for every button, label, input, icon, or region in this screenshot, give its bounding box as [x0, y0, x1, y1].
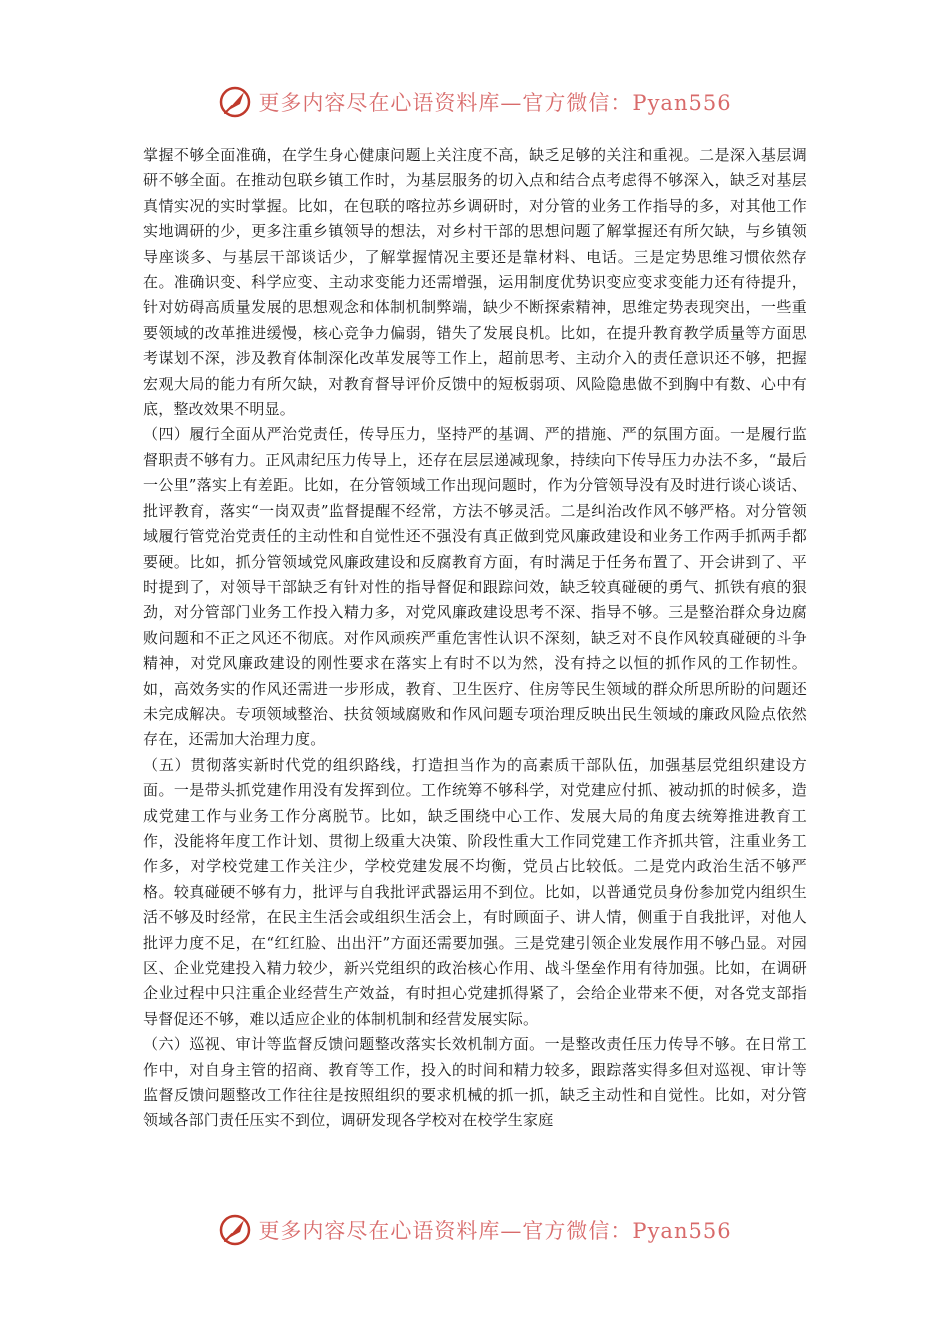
footer-banner [0, 1208, 950, 1252]
paragraph-2: （四）履行全面从严治党责任，传导压力，坚持严的基调、严的措施、严的氛围方面。一是履行监督职责不够有力。正风肃纪压力传导上，还存在层层递减现象，持续向下传导压力办法不多，“最后一公里”落实上有差距。比如，在分管领域工作出现问题时，作为分管领导没有及时进行谈心谈话、批评教育，落实“一岗双责”监督提醒不经常，方法不够灵活。二是纠治改作风不够严格。对分管领域履行管党治党责任的主动性和自觉性还不强没有真正做到党风廉政建设和业务工作两手抓两手都要硬。比如，抓分管领域党风廉政建设和反腐教育方面，有时满足于任务布置了、开会讲到了、平时提到了，对领导干部缺乏有针对性的指导督促和跟踪问效，缺乏较真碰硬的勇气、抓铁有痕的狠劲，对分管部门业务工作投入精力多，对党风廉政建设思考不深、指导不够。三是整治群众身边腐败问题和不正之风还不彻底。对作风顽疾严重危害性认识不深刻，缺乏对不良作风较真碰硬的斗争精神，对党风廉政建设的刚性要求在落实上有时不以为然，没有持之以恒的抓作风的工作韧性。如，高效务实的作风还需进一步形成，教育、卫生医疗、住房等民生领域的群众所思所盼的问题还未完成解决。专项领域整治、扶贫领域腐败和作风问题专项治理反映出民生领域的廉政风险点依然存在，还需加大治理力度。 [143, 425, 807, 749]
header-banner-text: 更多内容尽在心语资料库—官方微信：Pyan556 [258, 91, 732, 115]
header-banner [0, 80, 950, 124]
document-body [143, 143, 807, 1193]
paragraph-1: 掌握不够全面准确，在学生身心健康问题上关注度不高，缺乏足够的关注和重视。二是深入基层调研不够全面。在推动包联乡镇工作时，为基层服务的切入点和结合点考虑得不够深入，缺乏对基层真情实况的实时掌握。比如，在包联的喀拉苏乡调研时，对分管的业务工作指导的多，对其他工作实地调研的少，更多注重乡镇领导的想法，对乡村干部的思想问题了解掌握还有所欠缺，与乡镇领导座谈多、与基层干部谈话少，了解掌握情况主要还是靠材料、电话。三是定势思维习惯依然存在。准确识变、科学应变、主动求变能力还需增强，运用制度优势识变应变求变能力还有待提升，针对妨碍高质量发展的思想观念和体制机制弊端，缺少不断探索精神，思维定势表现突出，一些重要领域的改革推进缓慢，核心竞争力偏弱，错失了发展良机。比如，在提升教育教学质量等方面思考谋划不深，涉及教育体制深化改革发展等工作上，超前思考、主动介入的责任意识还不够，把握宏观大局的能力有所欠缺，对教育督导评价反馈中的短板弱项、风险隐患做不到胸中有数、心中有底，整改效果不明显。 [143, 146, 807, 419]
paragraph-4: （六）巡视、审计等监督反馈问题整改落实长效机制方面。一是整改责任压力传导不够。在日常工作中，对自身主管的招商、教育等工作，投入的时间和精力较多，跟踪落实得多但对巡视、审计等监督反馈问题整改工作往往是按照组织的要求机械的抓一抓，缺乏主动性和自觉性。比如，对分管领域各部门责任压实不到位，调研发现各学校对在校学生家庭 [143, 1035, 807, 1130]
footer-banner-text: 更多内容尽在心语资料库—官方微信：Pyan556 [258, 1219, 732, 1243]
quill-logo-icon [218, 1213, 252, 1247]
quill-logo-icon [218, 85, 252, 119]
paragraph-3: （五）贯彻落实新时代党的组织路线，打造担当作为的高素质干部队伍，加强基层党组织建设方面。一是带头抓党建作用没有发挥到位。工作统筹不够科学，对党建应付抓、被动抓的时候多，造成党建工作与业务工作分离脱节。比如，缺乏围绕中心工作、发展大局的角度去统筹推进教育工作，没能将年度工作计划、贯彻上级重大决策、阶段性重大工作同党建工作齐抓共管，注重业务工作多，对学校党建工作关注少，学校党建发展不均衡，党员占比较低。二是党内政治生活不够严格。较真碰硬不够有力，批评与自我批评武器运用不到位。比如，以普通党员身份参加党内组织生活不够及时经常，在民主生活会或组织生活会上，有时顾面子、讲人情，侧重于自我批评，对他人批评力度不足，在“红红脸、出出汗”方面还需要加强。三是党建引领企业发展作用不够凸显。对园区、企业党建投入精力较少，新兴党组织的政治核心作用、战斗堡垒作用有待加强。比如，在调研企业过程中只注重企业经营生产效益，有时担心党建抓得紧了，会给企业带来不便，对各党支部指导督促还不够，难以适应企业的体制机制和经营发展实际。 [143, 755, 807, 1028]
